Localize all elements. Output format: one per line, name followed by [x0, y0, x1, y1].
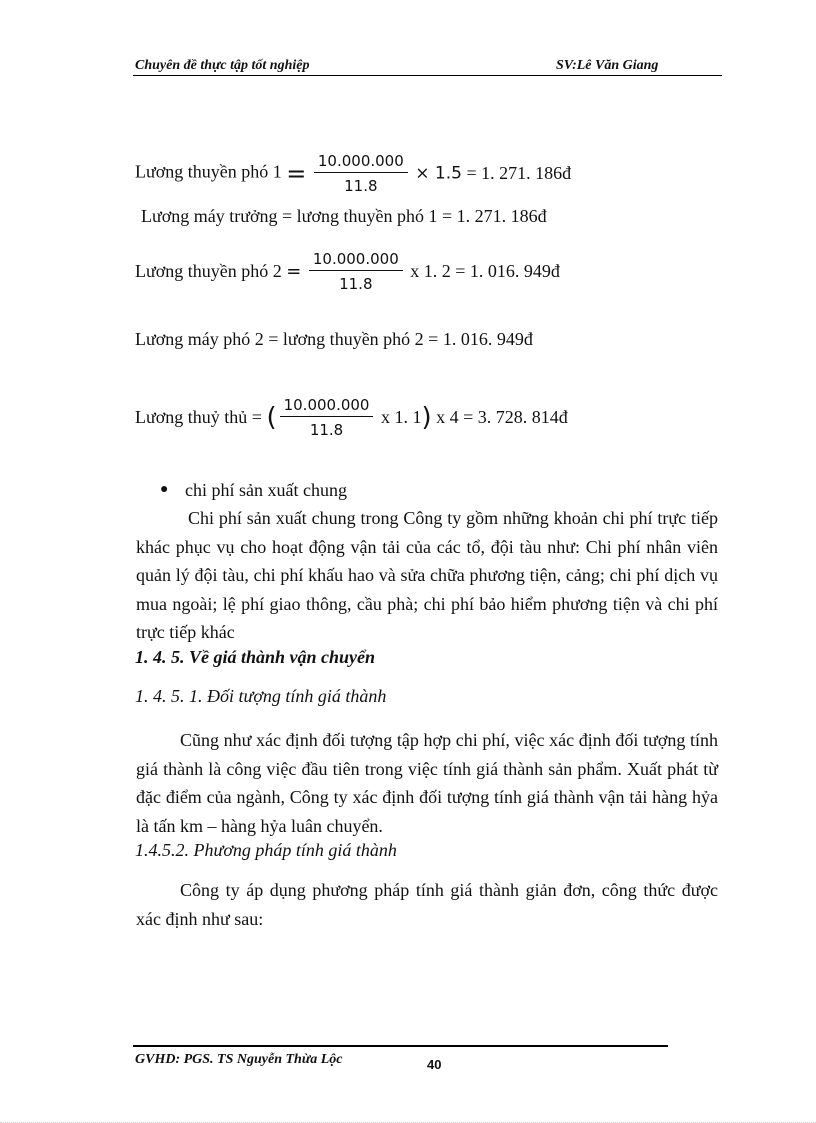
formula-may-truong: Lương máy trưởng = lương thuyền phó 1 = 1. 271. 186đ: [141, 206, 547, 226]
header-author: SV:Lê Văn Giang: [556, 58, 659, 73]
formula-thuyen-pho-1: [135, 152, 571, 195]
formula-result: x 1. 2 = 1. 016. 949đ: [410, 261, 560, 281]
section-heading-1-4-5: 1. 4. 5. Về giá thành vận chuyển: [135, 647, 376, 667]
fraction-denominator: 11.8: [344, 177, 378, 195]
footer-advisor: GVHD: PGS. TS Nguyễn Thừa Lộc: [135, 1052, 343, 1067]
formula-label: Lương thuyền phó 2: [135, 261, 282, 281]
equals-sign: =: [286, 261, 302, 282]
formula-may-pho-2: Lương máy phó 2 = lương thuyền phó 2 = 1. 016. 949đ: [135, 329, 533, 349]
section-heading-1-4-5-1: 1. 4. 5. 1. Đối tượng tính giá thành: [135, 686, 387, 706]
header-divider: [133, 75, 722, 76]
formula-label: Lương thuyền phó 1: [135, 161, 282, 182]
header-title: Chuyên đề thực tập tốt nghiệp: [135, 58, 310, 73]
paragraph-phuong-phap: Công ty áp dụng phương pháp tính giá thành giản đơn, công thức được xác định như sau:: [136, 880, 718, 929]
fraction-denominator: 11.8: [309, 421, 344, 439]
bullet-icon: ●: [160, 482, 169, 497]
paragraph-doi-tuong: Cũng như xác định đối tượng tập hợp chi phí, việc xác định đối tượng tính giá thành là công việc đầu tiên trong việc tính giá thành sản phẩm. Xuất phát từ đặc điểm của ngành, Công ty xác định đối tượng tính giá thành vận tải hàng hỷa là tấn km – hàng hỷa luân chuyển.: [136, 730, 718, 836]
formula-result: x 4 = 3. 728. 814đ: [436, 407, 568, 427]
formula-thuyen-pho-2: [135, 250, 560, 293]
close-paren: ): [421, 402, 432, 433]
open-paren: (: [266, 402, 277, 433]
fraction-numerator: 10.000.000: [280, 396, 374, 417]
multiplier: × 1.5: [415, 163, 462, 184]
fraction: [314, 152, 408, 195]
equals-sign: =: [286, 159, 307, 188]
multiplier: x 1. 1: [380, 407, 422, 427]
fraction-numerator: 10.000.000: [309, 250, 403, 271]
fraction-denominator: 11.8: [339, 275, 373, 293]
fraction: [309, 250, 403, 293]
section-heading-1-4-5-2: 1.4.5.2. Phương pháp tính giá thành: [135, 840, 397, 860]
bullet-text: chi phí sản xuất chung: [185, 480, 347, 500]
page-number: 40: [427, 1057, 442, 1072]
formula-label: Lương thuỷ thủ =: [135, 407, 262, 427]
formula-thuy-thu: [135, 396, 568, 439]
fraction-numerator: 10.000.000: [314, 152, 408, 173]
footer-divider: [133, 1045, 668, 1047]
formula-result: = 1. 271. 186đ: [466, 163, 572, 183]
paragraph-chi-phi-chung: Chi phí sản xuất chung trong Công ty gồm những khoản chi phí trực tiếp khác phục vụ cho hoạt động vận tải của các tổ, đội tàu như: Chi phí nhân viên quản lý đội tàu, chi phí khấu hao và sửa chữa phương tiện, cảng; chi phí dịch vụ mua ngoài; lệ phí giao thông, cầu phà; chi phí bảo hiểm phương tiện và chi phí trực tiếp khác: [136, 508, 718, 642]
fraction: [280, 396, 374, 439]
